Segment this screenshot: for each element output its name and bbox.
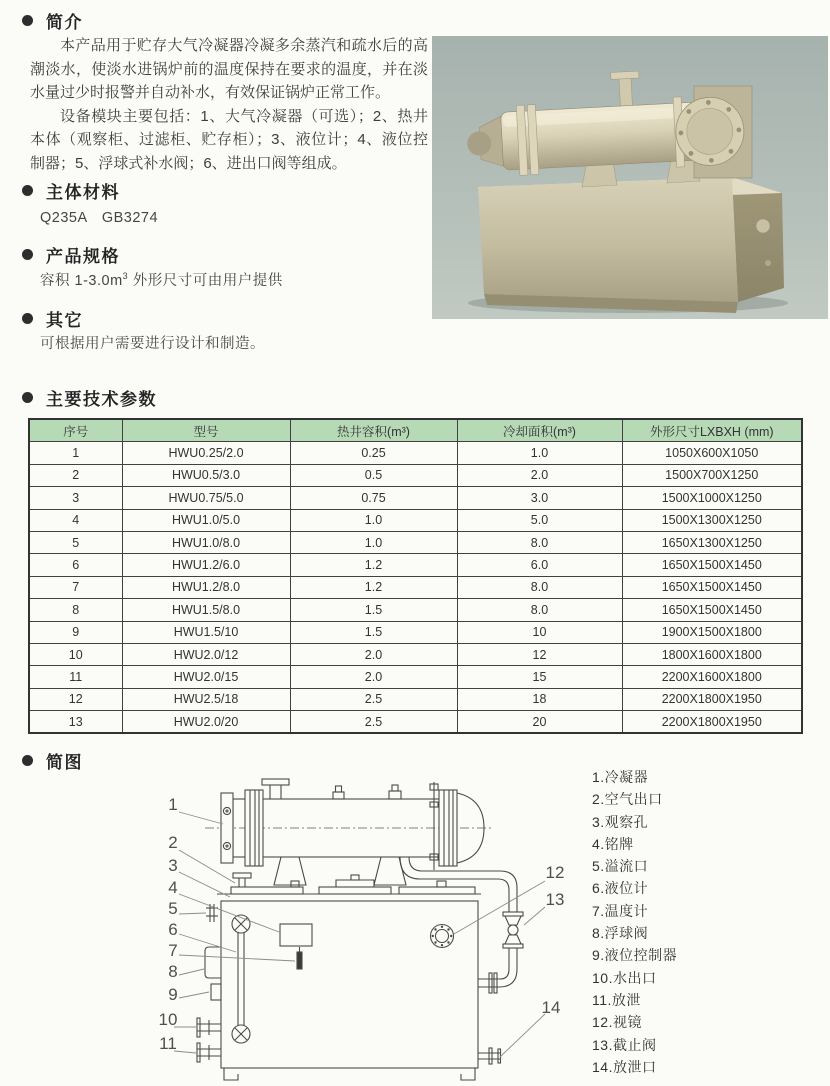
table-body xyxy=(29,442,802,734)
column-header: 型号 xyxy=(122,419,290,442)
table-cell: 1500X700X1250 xyxy=(622,464,802,486)
legend-item: 14.放泄口 xyxy=(592,1058,657,1075)
table-cell: 20 xyxy=(457,711,622,734)
table-row xyxy=(29,688,802,710)
legend-item: 11.放泄 xyxy=(592,991,641,1008)
bullet-icon xyxy=(22,755,33,766)
table-cell: 15 xyxy=(457,666,622,688)
table-cell: 1.2 xyxy=(290,554,457,576)
table-cell: 1.2 xyxy=(290,576,457,598)
table-cell: 1050X600X1050 xyxy=(622,442,802,464)
bullet-icon xyxy=(22,15,33,26)
table-row xyxy=(29,576,802,598)
table-cell: 8 xyxy=(29,599,122,621)
legend-item: 6.液位计 xyxy=(592,880,649,897)
table-cell: HWU1.2/6.0 xyxy=(122,554,290,576)
table-cell: 2.0 xyxy=(290,643,457,665)
table-cell: 8.0 xyxy=(457,599,622,621)
schematic-svg xyxy=(143,766,588,1081)
spec-content xyxy=(40,269,283,290)
section-title: 其它 xyxy=(46,311,83,330)
column-header: 冷却面积(m³) xyxy=(457,419,622,442)
table-cell: 1.5 xyxy=(290,599,457,621)
section-intro-heading xyxy=(22,8,83,33)
table-cell: 2 xyxy=(29,464,122,486)
table-row xyxy=(29,554,802,576)
table-row xyxy=(29,666,802,688)
callout-number: 1 xyxy=(168,795,178,814)
table-cell: 1 xyxy=(29,442,122,464)
column-header: 热井容积(m³) xyxy=(290,419,457,442)
legend-item: 12.视镜 xyxy=(592,1014,642,1031)
table-row xyxy=(29,599,802,621)
legend-item: 5.溢流口 xyxy=(592,858,649,875)
table-cell: HWU2.0/15 xyxy=(122,666,290,688)
table-cell: 2200X1800X1950 xyxy=(622,711,802,734)
bullet-icon xyxy=(22,313,33,324)
section-title: 主要技术参数 xyxy=(46,390,157,409)
table-header-row xyxy=(29,419,802,442)
table-cell: 1900X1500X1800 xyxy=(622,621,802,643)
table-cell: 2.5 xyxy=(290,711,457,734)
column-header: 序号 xyxy=(29,419,122,442)
table-cell: 1650X1500X1450 xyxy=(622,554,802,576)
table-cell: 2.0 xyxy=(290,666,457,688)
table-cell: 0.75 xyxy=(290,487,457,509)
table-cell: 1650X1500X1450 xyxy=(622,599,802,621)
table-cell: 0.5 xyxy=(290,464,457,486)
legend-item: 4.铭牌 xyxy=(592,835,634,852)
callout-number: 8 xyxy=(168,962,178,981)
callout-number: 7 xyxy=(168,941,178,960)
section-material-heading xyxy=(22,178,120,203)
bullet-icon xyxy=(22,392,33,403)
section-params-heading xyxy=(22,385,157,410)
params-table xyxy=(28,418,803,734)
table-cell: 2.0 xyxy=(457,464,622,486)
table-cell: HWU1.5/8.0 xyxy=(122,599,290,621)
spec-superscript: 3 xyxy=(122,271,129,282)
table-cell: 10 xyxy=(29,643,122,665)
table-cell: 1650X1300X1250 xyxy=(622,531,802,553)
callout-number: 14 xyxy=(541,998,561,1017)
table-cell: 0.25 xyxy=(290,442,457,464)
table-cell: 2.5 xyxy=(290,688,457,710)
table-cell: 1800X1600X1800 xyxy=(622,643,802,665)
table-cell: 4 xyxy=(29,509,122,531)
table-row xyxy=(29,509,802,531)
table-row xyxy=(29,442,802,464)
table-row xyxy=(29,621,802,643)
bullet-icon xyxy=(22,249,33,260)
table-cell: 18 xyxy=(457,688,622,710)
spec-volume: 容积 1-3.0m xyxy=(40,273,123,289)
intro-paragraph-1: 本产品用于贮存大气冷凝器冷凝多余蒸汽和疏水后的高潮淡水，使淡水进锅炉前的温度保持在要求的温度，并在淡水量过少时报警并自动补水，有效保证锅炉正常工作。 xyxy=(30,37,428,101)
section-title: 产品规格 xyxy=(46,247,120,266)
callout-number: 2 xyxy=(168,833,178,852)
legend-item: 13.截止阀 xyxy=(592,1036,657,1053)
table-cell: 8.0 xyxy=(457,576,622,598)
table-cell: 2200X1800X1950 xyxy=(622,688,802,710)
table-cell: 1.0 xyxy=(290,509,457,531)
column-header: 外形尺寸LXBXH (mm) xyxy=(622,419,802,442)
table-cell: 11 xyxy=(29,666,122,688)
table-cell: 13 xyxy=(29,711,122,734)
table-cell: 6 xyxy=(29,554,122,576)
section-diagram-heading xyxy=(22,748,83,773)
table-row xyxy=(29,487,802,509)
legend-item: 2.空气出口 xyxy=(592,791,663,808)
table-row xyxy=(29,531,802,553)
schematic-diagram xyxy=(143,766,588,1086)
product-photo-illustration xyxy=(432,36,828,319)
section-other-heading xyxy=(22,306,83,331)
table-cell: 12 xyxy=(457,643,622,665)
table-cell: HWU0.25/2.0 xyxy=(122,442,290,464)
intro-paragraph-2: 设备模块主要包括：1、大气冷凝器（可选）；2、热井本体（观察柜、过滤柜、贮存柜）；3、液位计；4、液位控制器；5、浮球式补水阀；6、进出口阀等组成。 xyxy=(30,107,428,172)
table-cell: 8.0 xyxy=(457,531,622,553)
section-title: 简图 xyxy=(46,753,83,772)
table-cell: 1.0 xyxy=(457,442,622,464)
section-spec-heading xyxy=(22,242,120,267)
legend-item: 9.液位控制器 xyxy=(592,947,678,964)
table-cell: HWU0.75/5.0 xyxy=(122,487,290,509)
table-row xyxy=(29,711,802,734)
table-cell: 1500X1000X1250 xyxy=(622,487,802,509)
table-cell: 10 xyxy=(457,621,622,643)
section-title: 简介 xyxy=(46,13,83,32)
table-cell: 3.0 xyxy=(457,487,622,509)
table-cell: HWU1.2/8.0 xyxy=(122,576,290,598)
table-cell: HWU1.5/10 xyxy=(122,621,290,643)
table-cell: HWU2.0/20 xyxy=(122,711,290,734)
callout-number: 5 xyxy=(168,899,178,918)
callout-number: 13 xyxy=(545,890,565,909)
table-cell: 1650X1500X1450 xyxy=(622,576,802,598)
table-row xyxy=(29,464,802,486)
callout-number: 12 xyxy=(545,863,565,882)
table-cell: HWU2.0/12 xyxy=(122,643,290,665)
table-cell: HWU0.5/3.0 xyxy=(122,464,290,486)
callout-number: 6 xyxy=(168,920,178,939)
table-cell: 2200X1600X1800 xyxy=(622,666,802,688)
table-row xyxy=(29,643,802,665)
callout-number: 10 xyxy=(158,1010,178,1029)
table-cell: 9 xyxy=(29,621,122,643)
other-content: 可根据用户需要进行设计和制造。 xyxy=(40,336,265,352)
table-cell: 1.0 xyxy=(290,531,457,553)
table-cell: 1.5 xyxy=(290,621,457,643)
callout-number: 11 xyxy=(159,1034,177,1053)
table-cell: 6.0 xyxy=(457,554,622,576)
table-cell: 3 xyxy=(29,487,122,509)
legend-item: 10.水出口 xyxy=(592,969,657,986)
callout-number: 9 xyxy=(168,985,178,1004)
spec-dimensions-note: 外形尺寸可由用户提供 xyxy=(132,273,283,289)
table-cell: 1500X1300X1250 xyxy=(622,509,802,531)
callout-number: 3 xyxy=(168,856,178,875)
legend-item: 1.冷凝器 xyxy=(592,769,649,785)
material-content: Q235A GB3274 xyxy=(40,210,159,226)
table-cell: 5.0 xyxy=(457,509,622,531)
intro-paragraphs xyxy=(30,34,428,175)
legend-item: 8.浮球阀 xyxy=(592,925,649,942)
bullet-icon xyxy=(22,185,33,196)
table-cell: HWU2.5/18 xyxy=(122,688,290,710)
product-photo xyxy=(432,36,828,319)
table-cell: 12 xyxy=(29,688,122,710)
section-title: 主体材料 xyxy=(46,183,120,202)
legend-item: 3.观察孔 xyxy=(592,813,649,830)
table-cell: 5 xyxy=(29,531,122,553)
legend-item: 7.温度计 xyxy=(592,902,649,919)
callout-number: 4 xyxy=(168,878,178,897)
diagram-legend xyxy=(592,766,677,1078)
table-cell: HWU1.0/5.0 xyxy=(122,509,290,531)
table-cell: 7 xyxy=(29,576,122,598)
table-cell: HWU1.0/8.0 xyxy=(122,531,290,553)
